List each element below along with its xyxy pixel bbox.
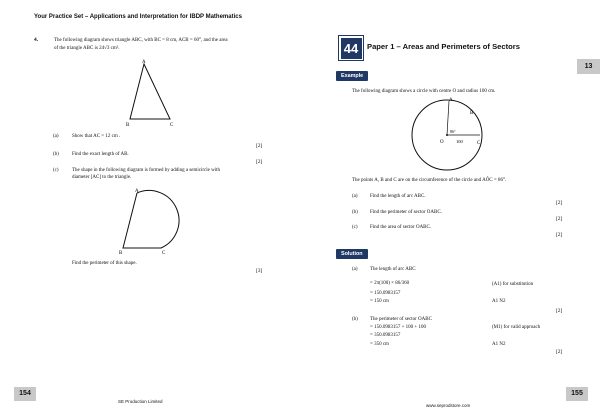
shape-label-c: C — [162, 251, 166, 256]
semicircle-shape-diagram — [108, 184, 218, 259]
sol-a-label: (a) — [352, 267, 358, 272]
part-a-label: (a) — [53, 134, 59, 139]
part-c-label: (c) — [53, 168, 59, 173]
circle-angle-label: 86° — [450, 129, 456, 134]
chapter-title: Paper 1 – Areas and Perimeters of Sectors — [367, 42, 520, 51]
part-b-mark: [2] — [256, 159, 263, 165]
example-intro: The following diagram shows a circle with centre O and radius 100 cm. — [352, 89, 496, 94]
perimeter-mark: [3] — [256, 268, 263, 274]
triangle-label-c: C — [170, 123, 174, 128]
circle-label-a: A — [449, 98, 453, 103]
sol-b-label: (b) — [352, 317, 358, 322]
sol-b-note1: (M1) for valid approach — [492, 325, 541, 330]
sol-b-line1: The perimeter of sector OABC — [370, 317, 432, 322]
triangle-diagram — [110, 56, 190, 131]
triangle-label-b: B — [126, 123, 130, 128]
book-title: Your Practice Set – Applications and Interpretation for IBDP Mathematics — [34, 14, 242, 20]
sol-b-line4: = 350 cm — [370, 342, 389, 347]
right-footer: www.seprodstore.com — [426, 403, 471, 408]
sol-b-line3: = 350.0983157 — [370, 333, 401, 338]
ex-part-c-mark: [2] — [556, 232, 563, 238]
part-a-text: Show that AC = 12 cm . — [72, 134, 121, 139]
ex-part-b-mark: [2] — [556, 216, 563, 222]
part-b-text: Find the exact length of AB. — [72, 152, 129, 157]
part-b-label: (b) — [53, 152, 59, 157]
ex-part-b-label: (b) — [352, 210, 358, 215]
left-footer: SE Production Limited — [118, 399, 163, 404]
part-c-text-line1: The shape in the following diagram is formed by adding a semicircle with — [72, 168, 221, 173]
part-a-mark: [2] — [256, 143, 263, 149]
chapter-number-badge: 44 — [338, 35, 364, 61]
question-intro-line1: The following diagram shows triangle ABC, with BC = 8 cm, ACB = 60°, and the area — [54, 38, 228, 43]
sol-a-note2: A1 N2 — [492, 299, 506, 304]
ex-part-a-label: (a) — [352, 194, 358, 199]
left-page-number: 154 — [14, 387, 36, 401]
circle-diagram — [400, 95, 480, 175]
part-c-text-line2: diameter [AC] to the triangle. — [72, 175, 132, 180]
side-tab-number: 13 — [584, 63, 593, 70]
example-label: Example — [336, 71, 368, 81]
ex-part-a-text: Find the length of arc ABC. — [370, 194, 426, 199]
side-tab — [577, 59, 600, 74]
sol-b-note2: A1 N2 — [492, 342, 506, 347]
shape-label-a: A — [135, 189, 139, 194]
sol-a-line4: = 150 cm — [370, 299, 389, 304]
triangle-label-a: A — [142, 60, 146, 65]
ex-part-a-mark: [2] — [556, 200, 563, 206]
sol-a-line2: = 2π(100) × 86/360 — [370, 281, 410, 286]
sol-a-note1: (A1) for substitution — [492, 282, 534, 287]
ex-part-c-label: (c) — [352, 225, 358, 230]
sol-a-mark: [2] — [556, 308, 563, 314]
circle-label-c: C — [477, 141, 481, 146]
perimeter-question: Find the perimeter of this shape. — [72, 261, 137, 266]
ex-part-b-text: Find the perimeter of sector OABC. — [370, 210, 442, 215]
circle-radius-label: 100 — [456, 139, 463, 144]
sol-a-line3: = 150.0983157 — [370, 291, 401, 296]
sol-b-mark: [2] — [556, 349, 563, 355]
right-page-number: 155 — [566, 387, 588, 401]
circle-label-b: B — [470, 111, 474, 116]
points-text: The points A, B and C are on the circumference of the circle and AÔC = 86°. — [352, 178, 507, 183]
question-number: 4. — [34, 37, 39, 43]
ex-part-c-text: Find the area of sector OABC. — [370, 225, 432, 230]
solution-label: Solution — [336, 249, 368, 259]
sol-a-line1: The length of arc ABC — [370, 267, 416, 272]
circle-label-o: O — [440, 140, 444, 145]
shape-label-b: B — [119, 251, 123, 256]
sol-b-line2: = 150.0983157 + 100 + 100 — [370, 325, 426, 330]
question-intro-line2: of the triangle ABC is 24√3 cm². — [54, 46, 120, 51]
